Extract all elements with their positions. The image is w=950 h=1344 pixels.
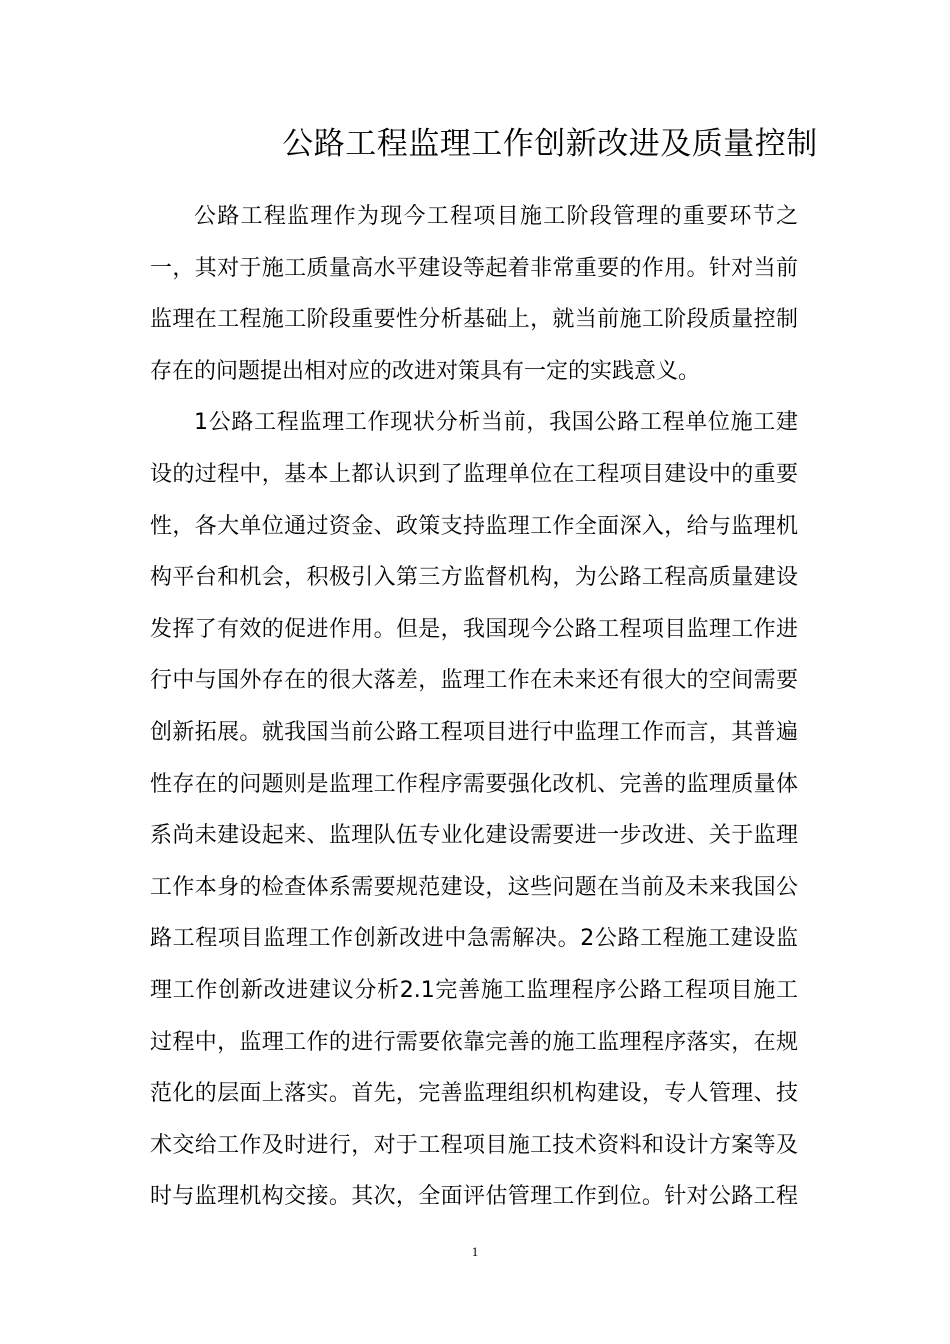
paragraph-2-line-12: 理工作创新改进建议分析2.1完善施工监理程序公路工程项目施工 xyxy=(150,977,798,1003)
paragraph-2-line-3: 性，各大单位通过资金、政策支持监理工作全面深入，给与监理机 xyxy=(150,513,798,539)
paragraph-2-line-10: 工作本身的检查体系需要规范建设，这些问题在当前及未来我国公 xyxy=(150,874,798,900)
paragraph-1-line-4: 存在的问题提出相对应的改进对策具有一定的实践意义。 xyxy=(150,358,701,384)
paragraph-2-line-1: 1公路工程监理工作现状分析当前，我国公路工程单位施工建 xyxy=(194,410,798,436)
paragraph-2-line-5: 发挥了有效的促进作用。但是，我国现今公路工程项目监理工作进 xyxy=(150,616,798,642)
document-title: 公路工程监理工作创新改进及质量控制 xyxy=(282,126,818,162)
paragraph-2-line-14: 范化的层面上落实。首先，完善监理组织机构建设，专人管理、技 xyxy=(150,1081,798,1107)
paragraph-2-line-6: 行中与国外存在的很大落差，监理工作在未来还有很大的空间需要 xyxy=(150,668,798,694)
paragraph-2-line-11: 路工程项目监理工作创新改进中急需解决。2公路工程施工建设监 xyxy=(150,926,798,952)
page-number: 1 xyxy=(471,1244,479,1259)
document-body xyxy=(150,191,798,1223)
paragraph-2-line-8: 性存在的问题则是监理工作程序需要强化改机、完善的监理质量体 xyxy=(150,771,798,797)
paragraph-2-line-16: 时与监理机构交接。其次，全面评估管理工作到位。针对公路工程 xyxy=(150,1184,798,1210)
paragraph-2-line-9: 系尚未建设起来、监理队伍专业化建设需要进一步改进、关于监理 xyxy=(150,823,798,849)
paragraph-2-line-2: 设的过程中，基本上都认识到了监理单位在工程项目建设中的重要 xyxy=(150,461,798,487)
paragraph-1-line-2: 一，其对于施工质量高水平建设等起着非常重要的作用。针对当前 xyxy=(150,255,798,281)
paragraph-2-line-13: 过程中，监理工作的进行需要依靠完善的施工监理程序落实，在规 xyxy=(150,1029,798,1055)
paragraph-1-line-3: 监理在工程施工阶段重要性分析基础上，就当前施工阶段质量控制 xyxy=(150,307,798,333)
paragraph-1-line-1: 公路工程监理作为现今工程项目施工阶段管理的重要环节之 xyxy=(194,204,798,229)
paragraph-2-line-15: 术交给工作及时进行，对于工程项目施工技术资料和设计方案等及 xyxy=(150,1132,798,1158)
paragraph-2-line-4: 构平台和机会，积极引入第三方监督机构，为公路工程高质量建设 xyxy=(150,565,798,591)
paragraph-2-line-7: 创新拓展。就我国当前公路工程项目进行中监理工作而言，其普遍 xyxy=(150,719,798,745)
